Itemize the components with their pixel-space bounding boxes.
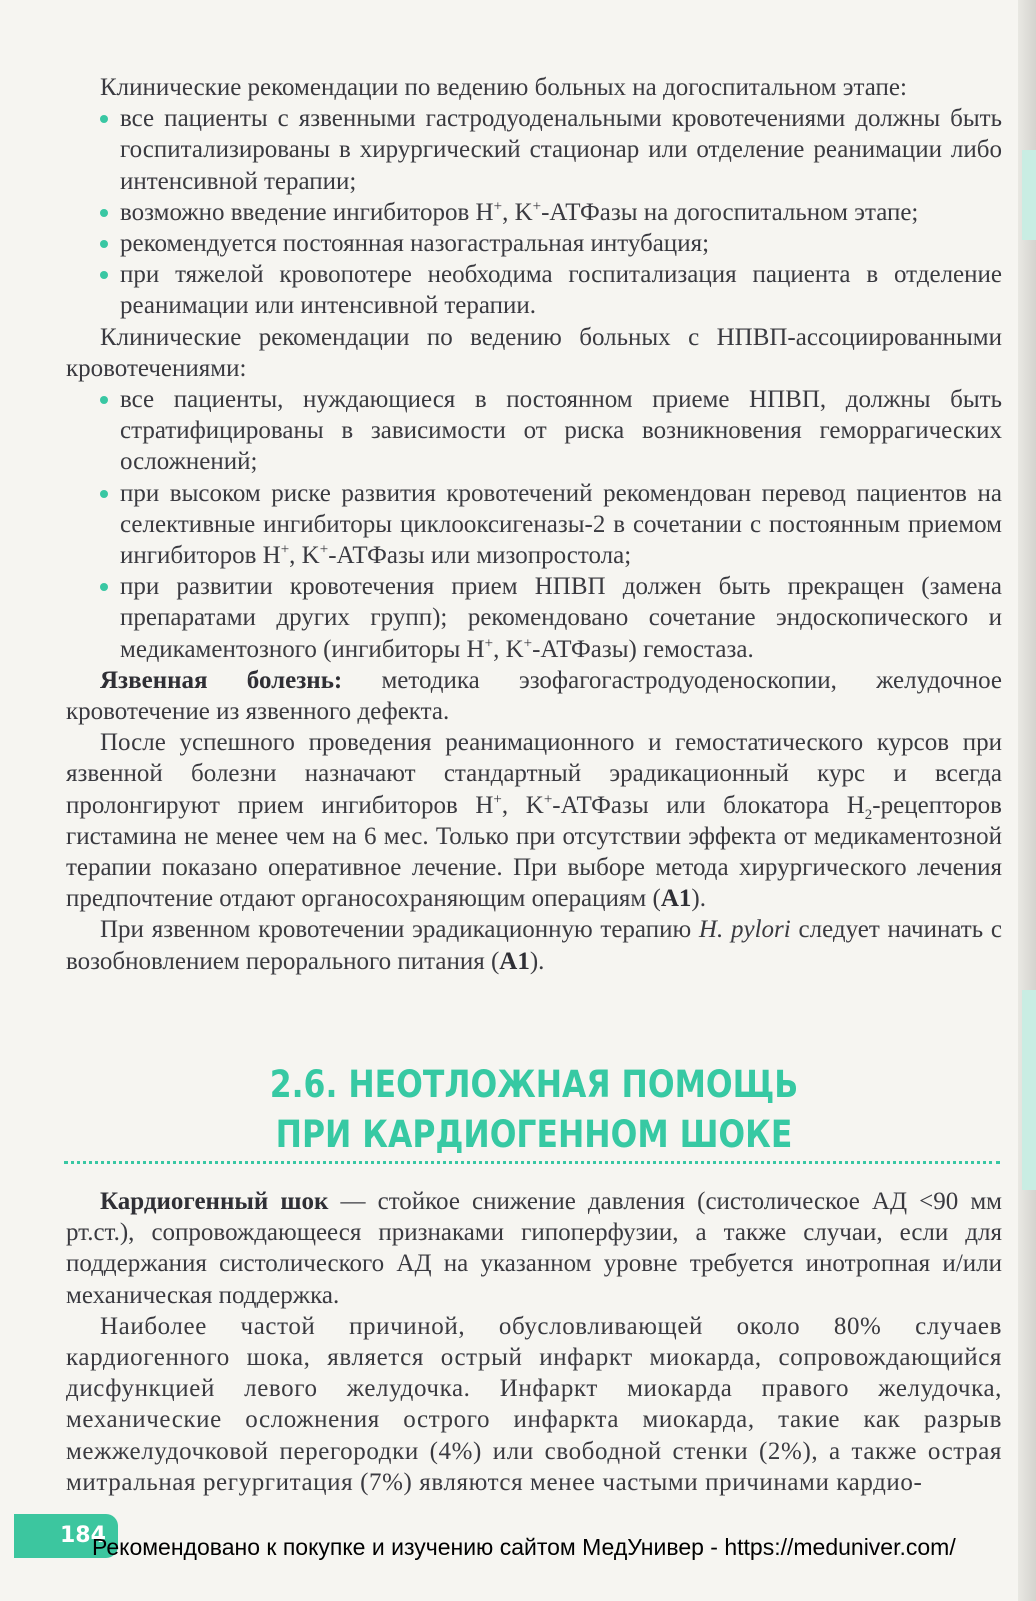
list-item: рекомендуется постоянная назогастральная интубация;	[120, 228, 1002, 259]
list-item: при развитии кровотечения прием НПВП должен быть прекращен (замена препаратами других групп); рекомендовано сочетание эндоскопического и медикаментозного (ингибиторы H+, K+-АТФазы) гемостаза.	[120, 571, 1002, 665]
watermark-text: Рекомендовано к покупке и изучению сайтом МедУнивер - https://meduniver.com/	[92, 1534, 956, 1560]
bullet-dot	[100, 209, 108, 217]
paragraph: Наиболее частой причиной, обусловливающей около 80% случаев кардиогенного шока, является острый инфаркт миокарда, сопровождающийся дисфункцией левого желудочка. Инфаркт миокарда правого желудочка, механические осложнения острого инфаркта миокарда, такие как разрыв межжелудочковой перегородки (4%) или свободной стенки (2%), а также острая митральная регургитация (7%) являются менее частыми причинами кардио-	[66, 1312, 1002, 1496]
dotted-divider	[64, 1161, 1000, 1164]
edge-tab-mark	[1022, 990, 1036, 1190]
list-item: при тяжелой кровопотере необходима госпитализация пациента в отделение реанимации или интенсивной терапии.	[120, 259, 1002, 321]
term-label: Кардиогенный шок	[100, 1188, 329, 1215]
bullet-list	[66, 384, 1002, 665]
paragraph-definition: Кардиогенный шок — стойкое снижение давления (систолическое АД <90 мм рт.ст.), сопровождающееся признаками гипоперфузии, а также случаи, если для поддержания систолического АД на указанном уровне требуется инотропная и/или механическая поддержка.	[66, 1188, 1002, 1309]
term-label: Язвенная болезнь:	[100, 666, 343, 694]
paragraph: Клинические рекомендации по ведению больных на догоспитальном этапе:	[100, 74, 907, 101]
bullet-dot	[100, 396, 108, 404]
evidence-grade: A1	[660, 885, 692, 913]
page-edge	[1018, 0, 1036, 1601]
paragraph: При язвенном кровотечении эрадикационную терапию H. pylori следует начинать с возобновлением перорального питания (A1).	[66, 916, 1002, 975]
page-number: 184	[60, 1523, 106, 1548]
section-heading-line: ПРИ КАРДИОГЕННОМ ШОКЕ	[275, 1113, 793, 1156]
bullet-dot	[100, 271, 108, 279]
list-item: все пациенты, нуждающиеся в постоянном приеме НПВП, должны быть стратифицированы в зависимости от риска возникновения геморрагических осложнений;	[120, 384, 1002, 478]
text-block-bottom	[66, 1186, 1002, 1498]
text-block-top	[66, 72, 1002, 977]
edge-tab-mark	[1022, 150, 1036, 240]
section-heading-line: 2.6. НЕОТЛОЖНАЯ ПОМОЩЬ	[269, 1063, 799, 1106]
list-item: все пациенты с язвенными гастродуоденальными кровотечениями должны быть госпитализированы в хирургический стационар или отделение реанимации либо интенсивной терапии;	[120, 103, 1002, 197]
evidence-grade: A1	[499, 947, 530, 975]
paragraph-ulcer: Язвенная болезнь: методика эзофагогастродуоденоскопии, желудочное кровотечение из язвенного дефекта.	[66, 666, 1002, 726]
bullet-dot	[100, 115, 108, 123]
bullet-list	[66, 103, 1002, 321]
list-item: возможно введение ингибиторов H+, K+-АТФазы на догоспитальном этапе;	[120, 197, 1002, 228]
paragraph: После успешного проведения реанимационного и гемостатического курсов при язвенной болезни назначают стандартный эрадикационный курс и всегда пролонгируют прием ингибиторов H+, K+-АТФазы или блокатора $H_2$-рецепторов гистамина не менее чем на 6 мес. Только при отсутствии эффекта от медикаментозной терапии показано оперативное лечение. При выборе метода хирургического лечения предпочтение отдают органосохраняющим операциям (A1).	[66, 729, 1002, 913]
paragraph: Клинические рекомендации по ведению больных с НПВП-ассоциированными кровотечениями:	[66, 323, 1002, 382]
section-heading	[136, 1060, 932, 1160]
bullet-dot	[100, 240, 108, 248]
list-item: при высоком риске развития кровотечений рекомендован перевод пациентов на селективные ингибиторы циклооксигеназы-2 в сочетании с постоянным приемом ингибиторов H+, K+-АТФазы или мизопростола;	[120, 478, 1002, 572]
bullet-dot	[100, 490, 108, 498]
bullet-dot	[100, 583, 108, 591]
